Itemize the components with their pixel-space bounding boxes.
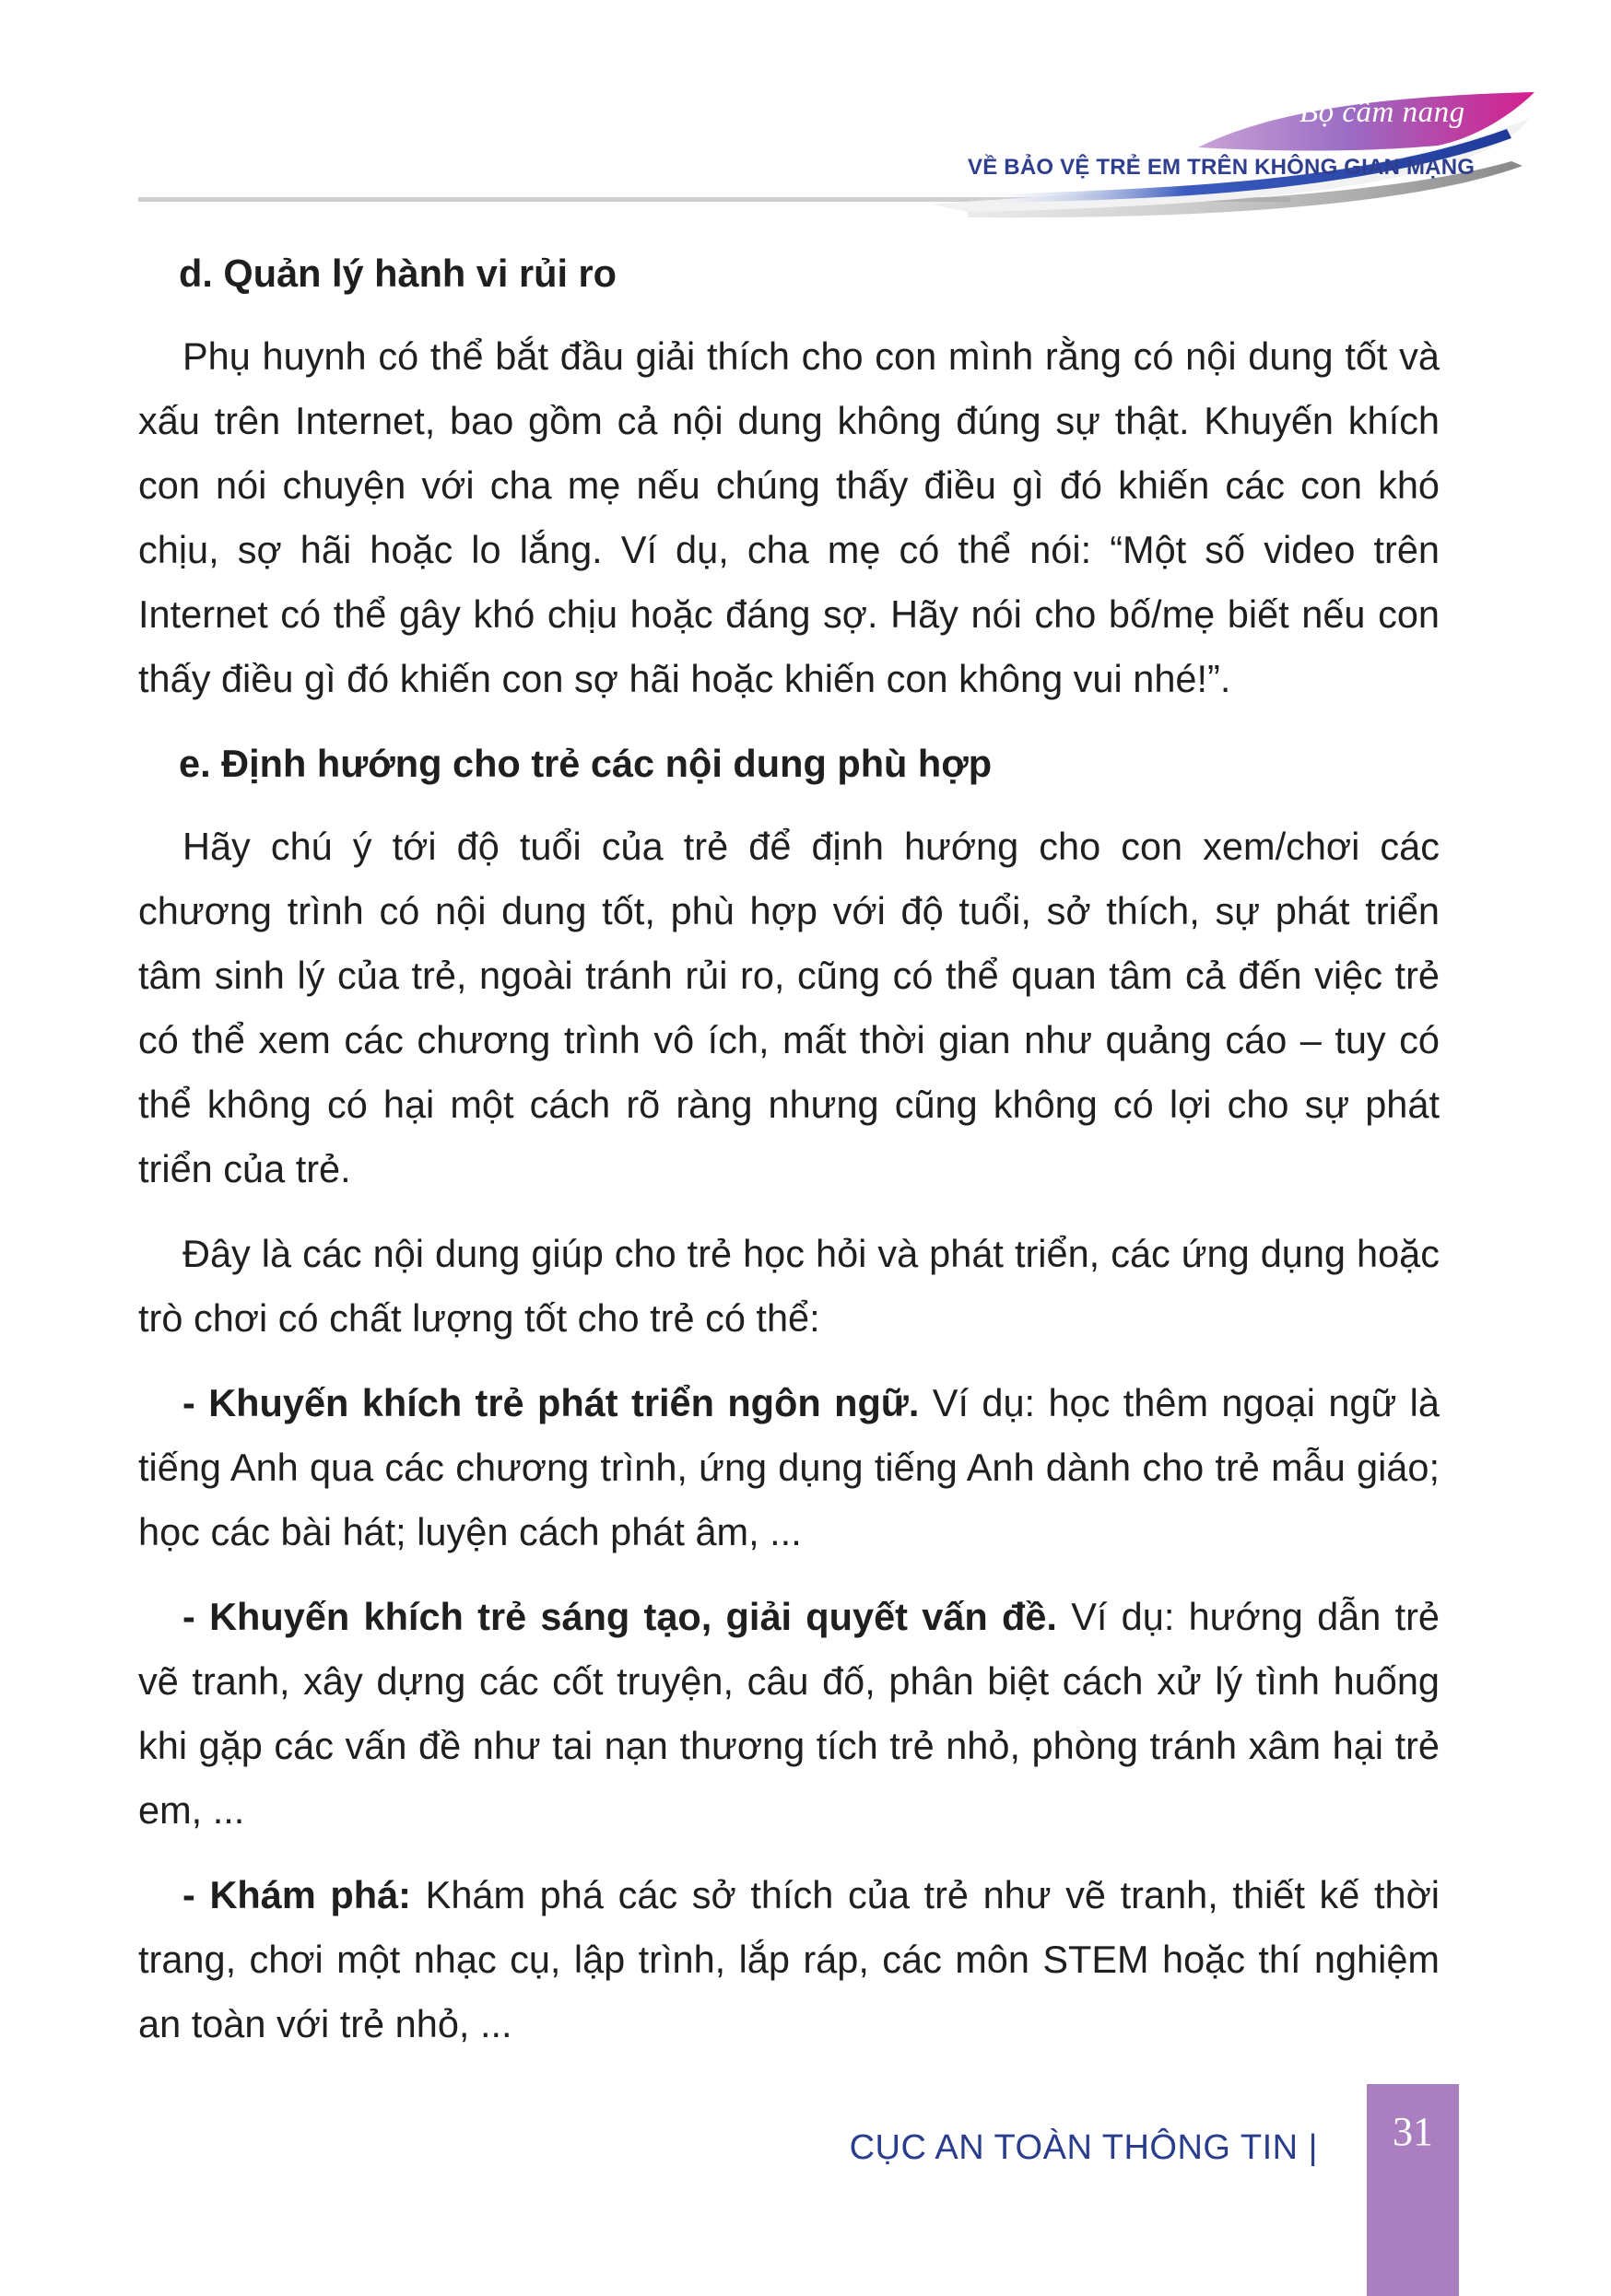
section-e-paragraph-1: Hãy chú ý tới độ tuổi của trẻ để định hướng cho con xem/chơi các chương trình có nội dung tốt, phù hợp với độ tuổi, sở thích, sự phát triển tâm sinh lý của trẻ, ngoài tránh rủi ro, cũng có thể quan tâm cả đến việc trẻ có thể xem các chương trình vô ích, mất thời gian như quảng cáo – tuy có thể không có hại một cách rõ ràng nhưng cũng không có lợi cho sự phát triển của trẻ. (138, 825, 1440, 1190)
bullet-language (138, 1371, 1440, 1564)
footer-publisher: CỤC AN TOÀN THÔNG TIN | (849, 2128, 1318, 2167)
bullet-explore (138, 1863, 1440, 2056)
page-content (138, 241, 1440, 2077)
bullet-explore-text: Khám phá các sở thích của trẻ như vẽ tranh, thiết kế thời trang, chơi một nhạc cụ, lập trình, lắp ráp, các môn STEM hoặc thí nghiệm an toàn với trẻ nhỏ, ... (138, 1873, 1440, 2045)
bullet-explore-lead: - Khám phá: (182, 1873, 411, 1916)
bullet-language-lead: - Khuyến khích trẻ phát triển ngôn ngữ. (182, 1381, 920, 1424)
bullet-creativity-lead: - Khuyến khích trẻ sáng tạo, giải quyết vấn đề. (182, 1595, 1057, 1638)
page-number: 31 (1393, 2109, 1433, 2154)
section-e-paragraph-2: Đây là các nội dung giúp cho trẻ học hỏi và phát triển, các ứng dụng hoặc trò chơi có chất lượng tốt cho trẻ có thể: (138, 1232, 1440, 1340)
bullet-creativity-text: Ví dụ: hướng dẫn trẻ vẽ tranh, xây dựng các cốt truyện, câu đố, phân biệt cách xử lý tình huống khi gặp các vấn đề như tai nạn thương tích trẻ nhỏ, phòng tránh xâm hại trẻ em, ... (138, 1595, 1440, 1832)
section-e-heading: e. Định hướng cho trẻ các nội dung phù hợp (179, 742, 993, 785)
bullet-creativity (138, 1585, 1440, 1843)
section-d-heading: d. Quản lý hành vi rủi ro (179, 252, 617, 295)
page-header (0, 0, 1611, 249)
page-number-tab (1367, 2084, 1459, 2296)
section-d-paragraph: Phụ huynh có thể bắt đầu giải thích cho con mình rằng có nội dung tốt và xấu trên Internet, bao gồm cả nội dung không đúng sự thật. Khuyến khích con nói chuyện với cha mẹ nếu chúng thấy điều gì đó khiến các con khó chịu, sợ hãi hoặc lo lắng. Ví dụ, cha mẹ có thể nói: “Một số video trên Internet có thể gây khó chịu hoặc đáng sợ. Hãy nói cho bố/mẹ biết nếu con thấy điều gì đó khiến con sợ hãi hoặc khiến con không vui nhé!”. (138, 334, 1440, 700)
bullet-language-text: Ví dụ: học thêm ngoại ngữ là tiếng Anh qua các chương trình, ứng dụng tiếng Anh dành cho trẻ mẫu giáo; học các bài hát; luyện cách phát âm, ... (138, 1381, 1440, 1553)
header-title: Bộ cẩm nang (1299, 96, 1465, 129)
header-subtitle: VỀ BẢO VỆ TRẺ EM TRÊN KHÔNG GIAN MẠNG (968, 155, 1476, 180)
